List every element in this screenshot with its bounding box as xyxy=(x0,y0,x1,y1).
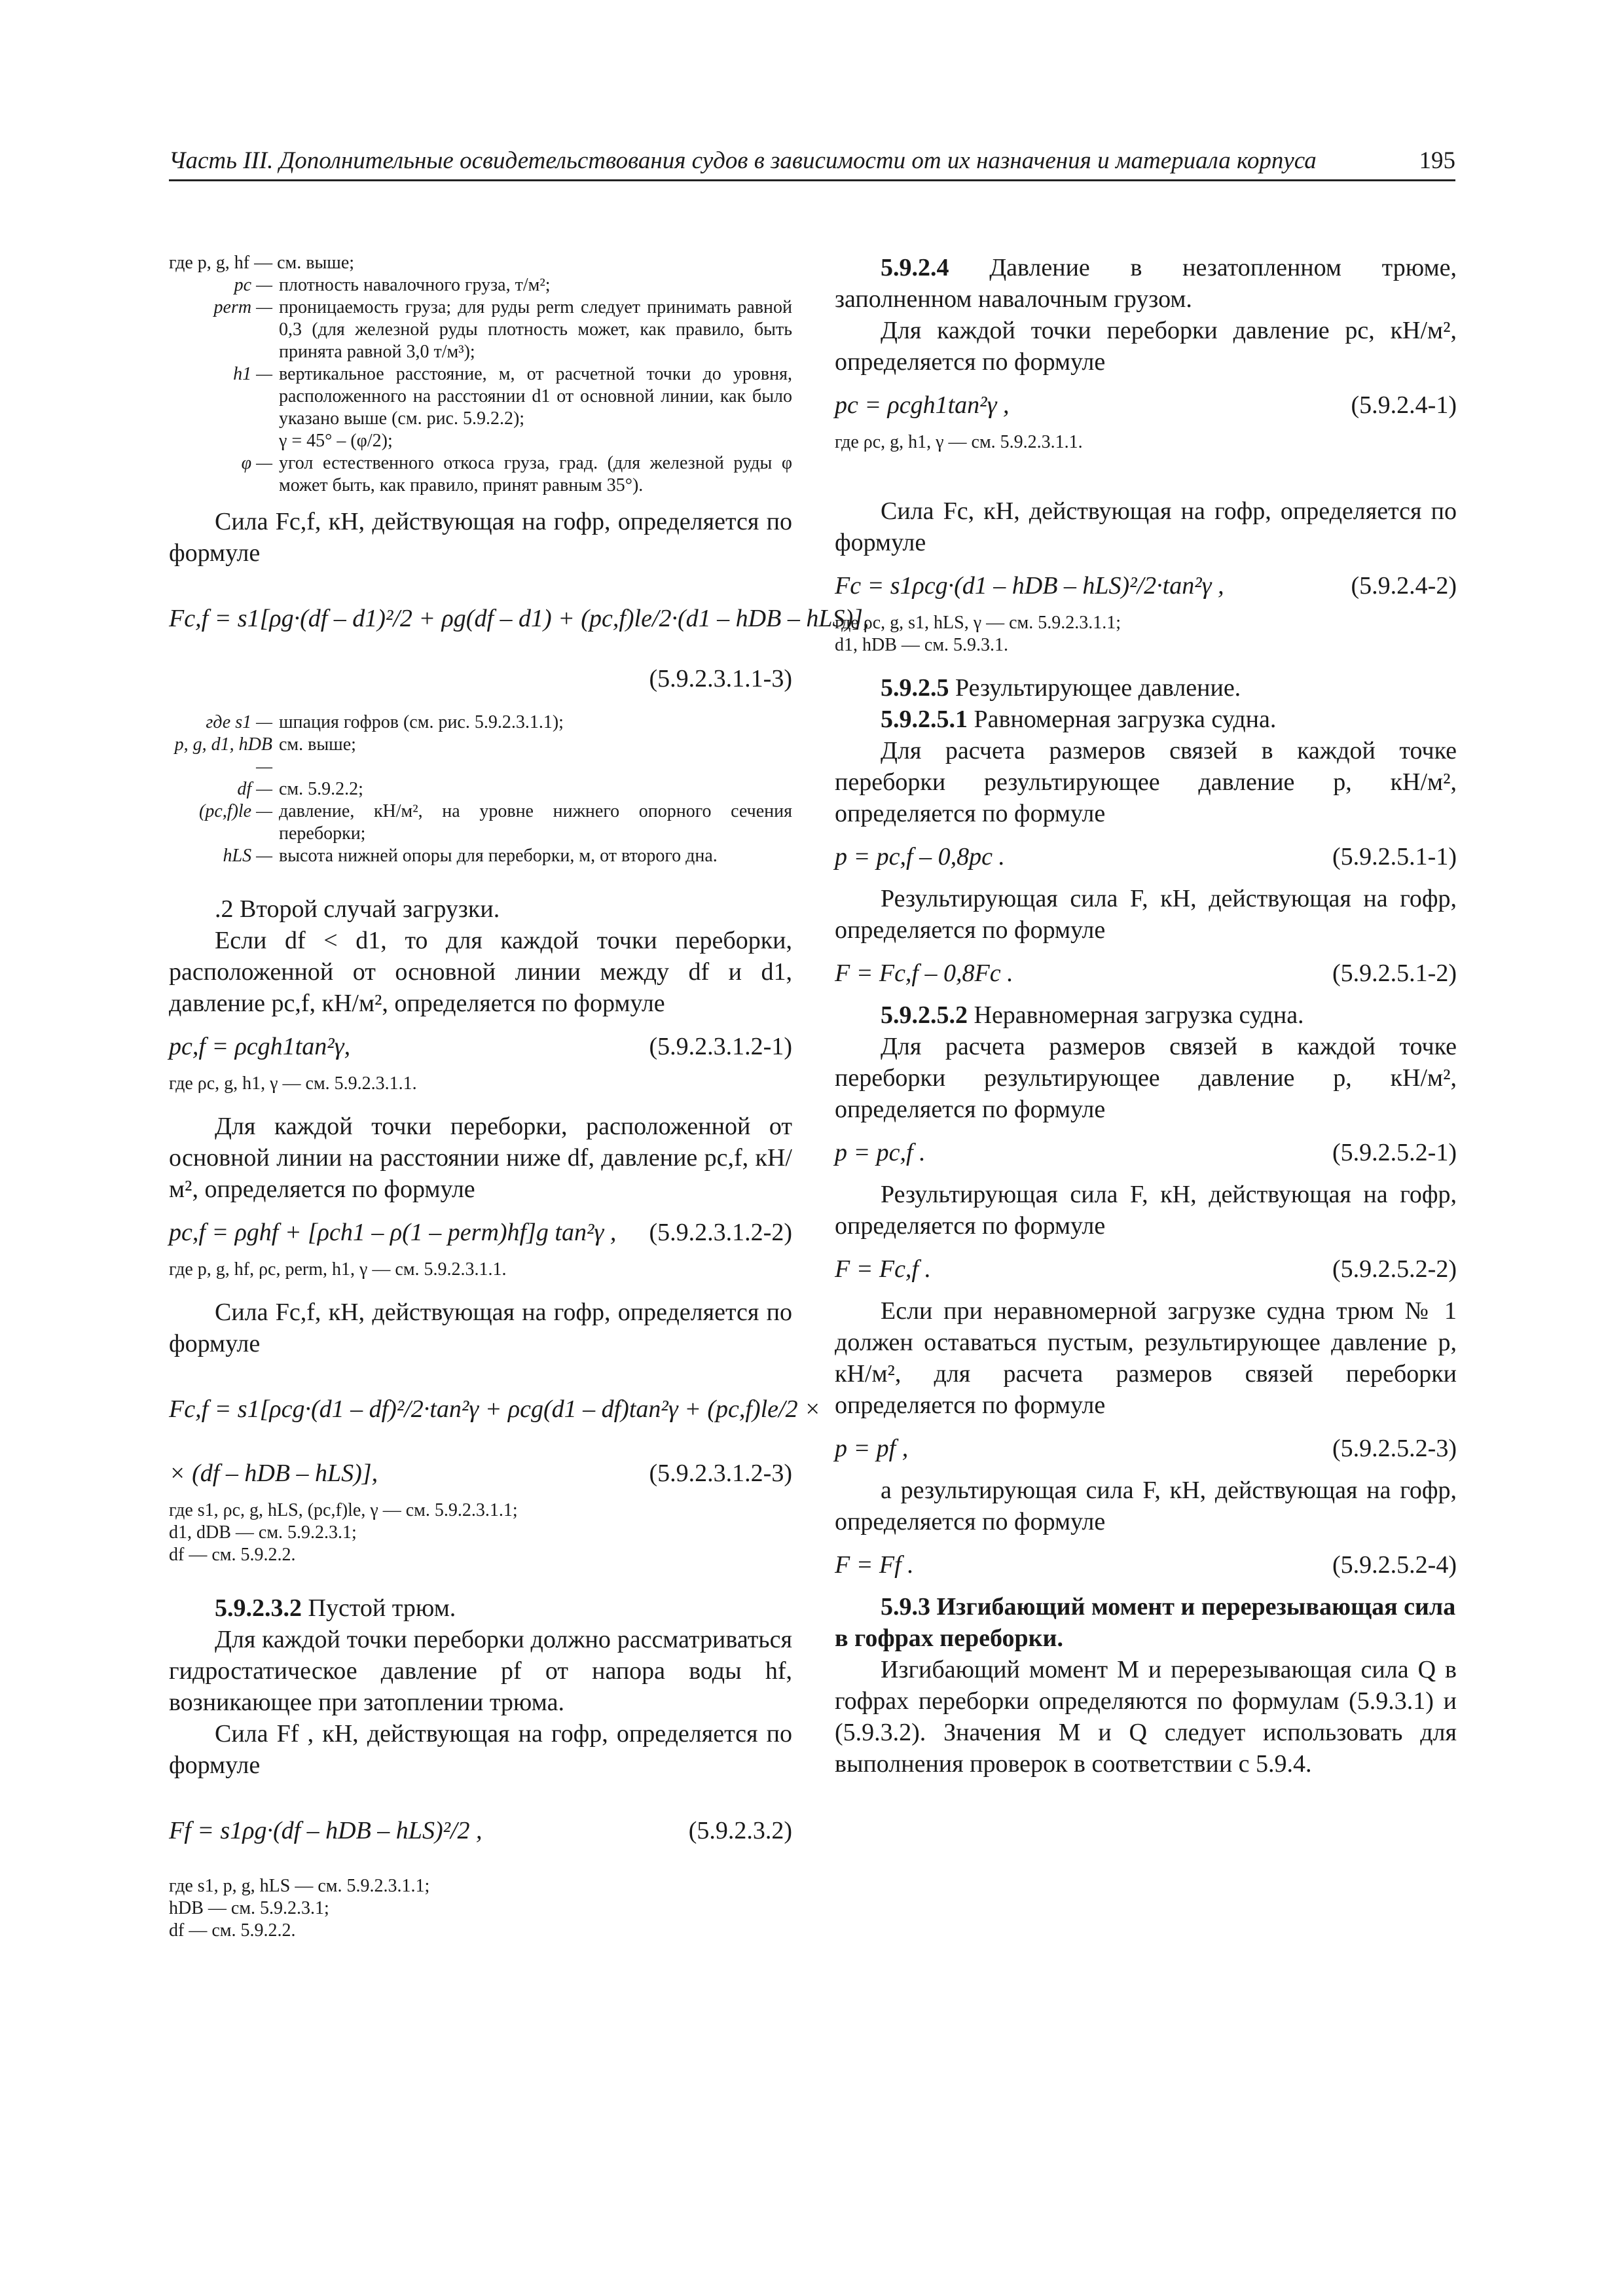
formula-expression: pc,f = ρghf + [ρch1 – ρ(1 – perm)hf]g tan²γ , xyxy=(169,1219,617,1246)
def-text: вертикальное расстояние, м, от расчетной точки до уровня, расположенного на расстоянии d1 от основной линии, как было указано выше (см. рис. 5.9.2.2); xyxy=(279,364,792,429)
running-header xyxy=(169,143,1455,181)
formula xyxy=(169,1454,792,1492)
paragraph: Для каждой точки переборки должно рассматриваться гидростатическое давление pf от напора воды hf, возникающее при затоплении трюма. xyxy=(169,1626,792,1716)
paragraph: Для расчета размеров связей в каждой точке переборки результирующее давление p, кН/м², определяется по формуле xyxy=(835,1033,1457,1123)
formula-expression: F = Ff . xyxy=(835,1551,914,1579)
formula-number: (5.9.2.3.1.1-3) xyxy=(649,665,792,692)
def-symbol: perm — xyxy=(213,297,272,317)
formula-expression: F = Fc,f . xyxy=(835,1255,931,1283)
def-text: шпация гофров (см. рис. 5.9.2.3.1.1); xyxy=(279,712,564,732)
formula xyxy=(835,1545,1457,1583)
formula-where: где s1, ρc, g, hLS, (pc,f)le, γ — см. 5.9.2.3.1.1; xyxy=(169,1500,518,1520)
paragraph: Сила Ff , кН, действующая на гофр, определяется по формуле xyxy=(169,1720,792,1779)
formula xyxy=(835,386,1457,423)
formula-expression: p = pc,f . xyxy=(835,1139,926,1166)
defs-intro: где p, g, hf — см. выше; xyxy=(169,253,355,273)
formula-number-row xyxy=(169,663,792,696)
formula-number: (5.9.2.4-2) xyxy=(1351,572,1457,600)
def-symbol: pc — xyxy=(234,275,272,295)
definitions-list xyxy=(169,711,792,867)
page-number: 195 xyxy=(1419,147,1455,174)
section-heading xyxy=(835,999,1457,1031)
def-text: давление, кН/м², на уровне нижнего опорного сечения переборки; xyxy=(279,801,792,844)
formula xyxy=(835,1133,1457,1171)
definitions-list xyxy=(169,274,792,497)
section-title: Неравномерная загрузка судна. xyxy=(974,1001,1304,1029)
right-column xyxy=(835,252,1457,1780)
def-symbol: p, g, d1, hDB — xyxy=(174,734,272,777)
paragraph: Для расчета размеров связей в каждой точке переборки результирующее давление p, кН/м², определяется по формуле xyxy=(835,737,1457,827)
formula xyxy=(169,1027,792,1065)
formula-where: df — см. 5.9.2.2. xyxy=(169,1545,296,1565)
section-number: 5.9.2.5.2 xyxy=(881,1001,968,1029)
def-text: проницаемость груза; для руды perm следует принимать равной 0,3 (для железной руды плотность может, как правило, быть принята равной 3,0 т/м³); xyxy=(279,297,792,362)
section-heading xyxy=(169,1592,792,1624)
def-symbol: df — xyxy=(237,779,272,799)
paragraph: Для каждой точки переборки, расположенной от основной линии на расстоянии ниже df, давление pc,f, кН/м², определяется по формуле xyxy=(169,1113,792,1203)
formula-number: (5.9.2.5.1-2) xyxy=(1332,960,1457,987)
formula-expression: × (df – hDB – hLS)], xyxy=(169,1460,378,1487)
formula-expression: p = pf , xyxy=(835,1435,909,1462)
section-title: Давление в незатопленном трюме, заполненном навалочным грузом. xyxy=(835,254,1457,313)
paragraph: Если df < d1, то для каждой точки переборки, расположенной от основной линии между df и d1, давление pc,f, кН/м², определяется по формуле xyxy=(169,927,792,1017)
formula-number: (5.9.2.3.1.2-3) xyxy=(649,1460,792,1487)
formula-number: (5.9.2.5.1-1) xyxy=(1332,843,1457,870)
def-text: см. выше; xyxy=(279,734,356,755)
formula xyxy=(835,837,1457,875)
section-number: 5.9.2.5.1 xyxy=(881,706,968,733)
def-symbol: h1 — xyxy=(233,364,272,384)
section-title: Результирующее давление. xyxy=(955,674,1241,702)
formula-where: где ρc, g, h1, γ — см. 5.9.2.3.1.1. xyxy=(835,432,1083,452)
def-text: высота нижней опоры для переборки, м, от второго дна. xyxy=(279,846,718,866)
formula-expression: Ff = s1ρg·(df – hDB – hLS)²/2 , xyxy=(169,1817,483,1844)
paragraph: Результирующая сила F, кН, действующая на гофр, определяется по формуле xyxy=(835,1181,1457,1240)
formula xyxy=(835,1249,1457,1287)
section-title: Пустой трюм. xyxy=(308,1594,456,1622)
formula xyxy=(835,566,1457,604)
formula-expression: F = Fc,f – 0,8Fc . xyxy=(835,960,1013,987)
section-title: Равномерная загрузка судна. xyxy=(974,706,1277,733)
formula-number: (5.9.2.5.2-4) xyxy=(1332,1551,1457,1579)
formula-expression: Fc,f = s1[ρg·(df – d1)²/2 + ρg(df – d1) + (pc,f)le/2·(d1 – hDB – hLS)], xyxy=(169,605,869,632)
section-heading xyxy=(835,704,1457,735)
paragraph: Для каждой точки переборки давление pc, кН/м², определяется по формуле xyxy=(835,317,1457,376)
section-number: 5.9.2.4 xyxy=(881,254,949,281)
paragraph: Результирующая сила F, кН, действующая на гофр, определяется по формуле xyxy=(835,885,1457,944)
formula xyxy=(169,577,869,655)
formula-expression: pc = ρcgh1tan²γ , xyxy=(835,391,1010,419)
formula-number: (5.9.2.3.1.2-2) xyxy=(649,1219,792,1246)
formula-expression: pc,f = ρcgh1tan²γ, xyxy=(169,1033,351,1060)
formula-expression: Fc,f = s1[ρcg·(d1 – df)²/2·tan²γ + ρcg(d1 – df)tan²γ + (pc,f)le/2 × xyxy=(169,1395,821,1423)
def-text: угол естественного откоса груза, град. (для железной руды φ может быть, как правило, принят равным 35°). xyxy=(279,453,792,495)
def-symbol xyxy=(169,430,272,452)
paragraph: а результирующая сила F, кН, действующая на гофр, определяется по формуле xyxy=(835,1477,1457,1535)
formula xyxy=(835,1429,1457,1467)
formula-where: d1, hDB — см. 5.9.3.1. xyxy=(835,635,1009,655)
def-symbol: φ — xyxy=(241,453,272,473)
formula-where: где s1, p, g, hLS — см. 5.9.2.3.1.1; xyxy=(169,1876,430,1896)
left-column xyxy=(169,252,869,1942)
def-symbol: hLS — xyxy=(223,846,272,866)
def-text: плотность навалочного груза, т/м²; xyxy=(279,275,551,295)
formula-where: где ρc, g, s1, hLS, γ — см. 5.9.2.3.1.1; xyxy=(835,613,1122,633)
formula-where: где ρc, g, h1, γ — см. 5.9.2.3.1.1. xyxy=(169,1073,417,1094)
paragraph: Изгибающий момент M и перерезывающая сила Q в гофрах переборки определяются по формулам (5.9.3.1) и (5.9.3.2). Значения M и Q следует использовать для выполнения проверок в соответствии с 5.9.4. xyxy=(835,1656,1457,1778)
def-text: γ = 45° – (φ/2); xyxy=(279,431,393,451)
section-number: 5.9.2.3.2 xyxy=(215,1594,302,1622)
paragraph: Если при неравномерной загрузке судна трюм № 1 должен оставаться пустым, результирующее давление p, кН/м², для расчета размеров связей переборки определяется по формуле xyxy=(835,1297,1457,1419)
def-symbol: (pc,f)le — xyxy=(199,801,272,821)
formula-number: (5.9.2.3.2) xyxy=(688,1817,792,1844)
formula-where: d1, dDB — см. 5.9.2.3.1; xyxy=(169,1522,357,1543)
formula-where: где p, g, hf, ρc, perm, h1, γ — см. 5.9.2.3.1.1. xyxy=(169,1259,507,1280)
formula-number: (5.9.2.5.2-3) xyxy=(1332,1435,1457,1462)
header-title: Часть III. Дополнительные освидетельствования судов в зависимости от их назначения и материала корпуса xyxy=(169,147,1317,174)
section-heading xyxy=(835,672,1457,704)
paragraph: Сила Fc, кН, действующая на гофр, определяется по формуле xyxy=(835,497,1457,556)
formula-where: hDB — см. 5.9.2.3.1; xyxy=(169,1898,329,1918)
formula xyxy=(169,1789,792,1867)
def-symbol: где s1 — xyxy=(206,712,272,732)
formula-where: df — см. 5.9.2.2. xyxy=(169,1920,296,1941)
case-title: .2 Второй случай загрузки. xyxy=(215,895,500,923)
formula-number: (5.9.2.4-1) xyxy=(1351,391,1457,419)
formula xyxy=(835,954,1457,992)
section-heading-bold: 5.9.3 Изгибающий момент и перерезывающая сила в гофрах переборки. xyxy=(835,1593,1456,1652)
formula-number: (5.9.2.3.1.2-1) xyxy=(649,1033,792,1060)
formula-number: (5.9.2.5.2-2) xyxy=(1332,1255,1457,1283)
paragraph: Сила Fc,f, кН, действующая на гофр, определяется по формуле xyxy=(169,508,792,567)
formula xyxy=(169,1213,792,1251)
paragraph: Сила Fc,f, кН, действующая на гофр, определяется по формуле xyxy=(169,1299,792,1357)
section-heading xyxy=(835,252,1457,315)
formula-number: (5.9.2.5.2-1) xyxy=(1332,1139,1457,1166)
section-number: 5.9.2.5 xyxy=(881,674,949,702)
def-text: см. 5.9.2.2; xyxy=(279,779,363,799)
formula xyxy=(169,1367,821,1446)
formula-expression: p = pc,f – 0,8pc . xyxy=(835,843,1005,870)
formula-expression: Fc = s1ρcg·(d1 – hDB – hLS)²/2·tan²γ , xyxy=(835,572,1224,600)
